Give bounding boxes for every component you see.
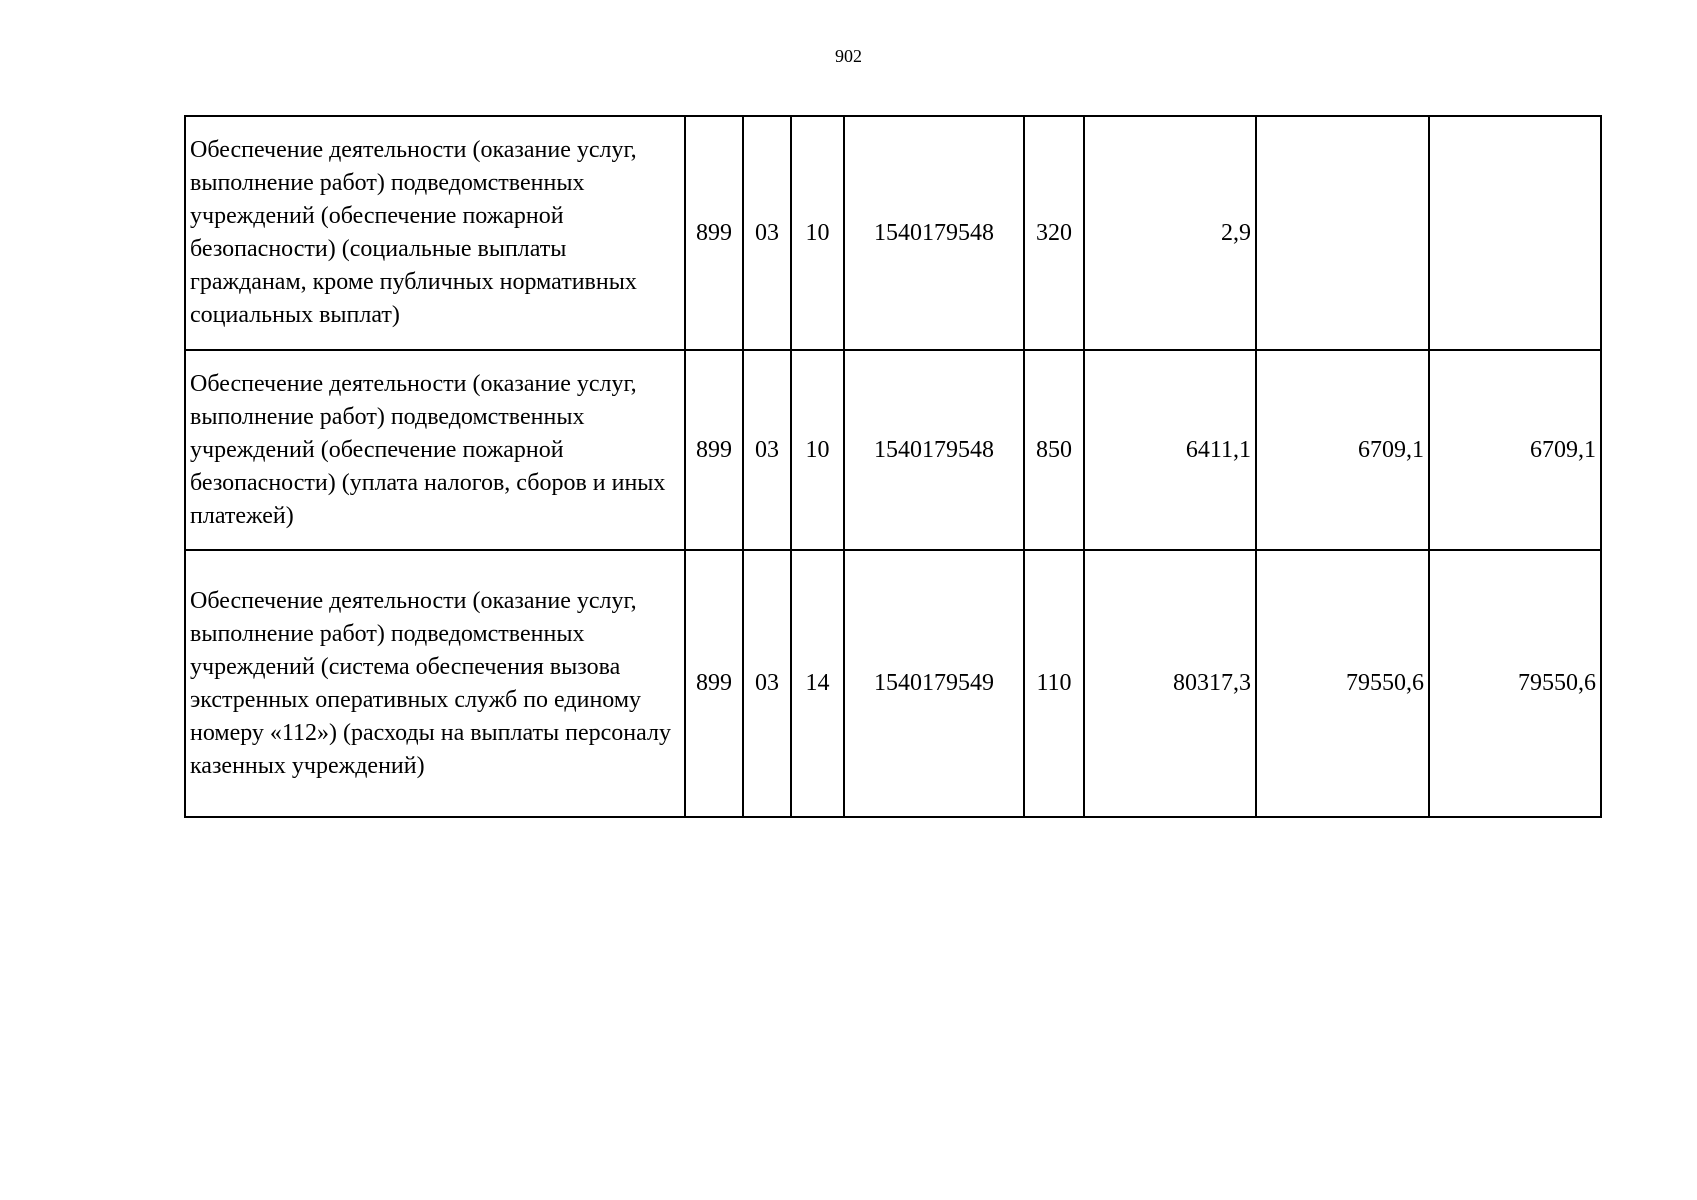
subsection-code: 10 — [791, 350, 844, 550]
table-row — [185, 350, 1601, 550]
target-article-code: 1540179548 — [844, 350, 1024, 550]
subsection-code: 10 — [791, 116, 844, 350]
subsection-code: 14 — [791, 550, 844, 817]
row-description: Обеспечение деятельности (оказание услуг, выполнение работ) подведомственных учреждений (система обеспечения вызова экстренных оперативных служб по единому номеру «112») (расходы на выплаты персоналу казенных учреждений) — [185, 550, 685, 817]
amount-year-2: 79550,6 — [1256, 550, 1429, 817]
amount-year-1: 2,9 — [1084, 116, 1256, 350]
ministry-code: 899 — [685, 550, 743, 817]
page-number: 902 — [835, 46, 862, 66]
section-code: 03 — [743, 550, 791, 817]
amount-year-1: 6411,1 — [1084, 350, 1256, 550]
row-description: Обеспечение деятельности (оказание услуг, выполнение работ) подведомственных учреждений (обеспечение пожарной безопасности) (социальные выплаты гражданам, кроме публичных нормативных социальных выплат) — [185, 116, 685, 350]
ministry-code: 899 — [685, 350, 743, 550]
expense-type-code: 850 — [1024, 350, 1084, 550]
table-row — [185, 550, 1601, 817]
ministry-code: 899 — [685, 116, 743, 350]
amount-year-2 — [1256, 116, 1429, 350]
target-article-code: 1540179549 — [844, 550, 1024, 817]
section-code: 03 — [743, 350, 791, 550]
target-article-code: 1540179548 — [844, 116, 1024, 350]
amount-year-3: 79550,6 — [1429, 550, 1601, 817]
table-row — [185, 116, 1601, 350]
expense-type-code: 320 — [1024, 116, 1084, 350]
section-code: 03 — [743, 116, 791, 350]
amount-year-2: 6709,1 — [1256, 350, 1429, 550]
row-description: Обеспечение деятельности (оказание услуг, выполнение работ) подведомственных учреждений (обеспечение пожарной безопасности) (уплата налогов, сборов и иных платежей) — [185, 350, 685, 550]
expense-type-code: 110 — [1024, 550, 1084, 817]
amount-year-3: 6709,1 — [1429, 350, 1601, 550]
budget-table — [184, 115, 1602, 818]
amount-year-3 — [1429, 116, 1601, 350]
amount-year-1: 80317,3 — [1084, 550, 1256, 817]
